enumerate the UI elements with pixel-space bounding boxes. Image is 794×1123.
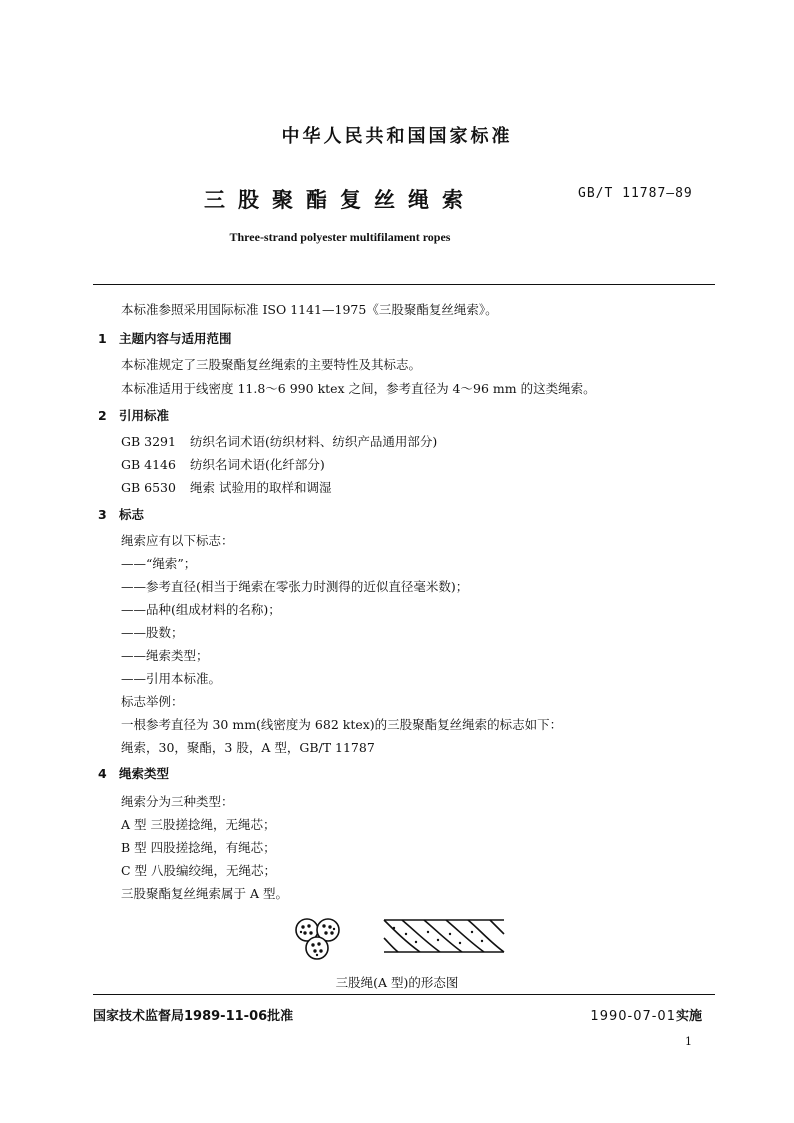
figure-caption: 三股绳(A 型)的形态图 [335, 975, 459, 990]
section-3-line-6: ——绳索类型； [121, 648, 209, 663]
section-4-line-3: B 型 四股搓捻绳，有绳芯； [121, 840, 276, 855]
intro-text: 本标准参照采用国际标准 ISO 1141—1975《三股聚酯复丝绳索》。 [121, 302, 498, 317]
ref-code-2: GB 4146 [121, 457, 176, 472]
section-4-line-5: 三股聚酯复丝绳索属于 A 型。 [121, 886, 288, 901]
standard-code: GB/T 11787—89 [578, 186, 693, 201]
section-4-title: 绳索类型 [119, 766, 170, 781]
section-4-line-1: 绳索分为三种类型： [121, 794, 234, 809]
section-4-number: 4 [98, 766, 107, 781]
section-4-line-2: A 型 三股搓捻绳，无绳芯； [121, 817, 276, 832]
ref-code-3: GB 6530 [121, 480, 176, 495]
ref-code-1: GB 3291 [121, 434, 176, 449]
effective-label: 实施 [675, 1009, 702, 1024]
section-2-title: 引用标准 [119, 408, 170, 423]
effective-info [590, 1005, 702, 1024]
org-title: 中华人民共和国国家标准 [281, 126, 513, 147]
section-3-title: 标志 [119, 507, 145, 522]
section-3-line-10: 绳索，30，聚酯，3 股，A 型，GB/T 11787 [121, 740, 375, 755]
section-3-line-8: 标志举例： [121, 694, 184, 709]
section-2-number: 2 [98, 408, 107, 423]
section-3-line-3: ——参考直径(相当于绳索在零张力时测得的近似直径毫米数)； [121, 579, 469, 594]
effective-date: 1990-07-01 [590, 1009, 676, 1024]
rope-side-view-figure [380, 912, 508, 960]
page-number: 1 [685, 1035, 692, 1048]
section-4-line-4: C 型 八股编绞绳，无绳芯； [121, 863, 277, 878]
rope-cross-section-figure [290, 912, 346, 962]
section-3-number: 3 [98, 507, 107, 522]
header-divider [93, 284, 715, 285]
section-3-line-7: ——引用本标准。 [121, 671, 222, 686]
section-3-line-5: ——股数； [121, 625, 184, 640]
section-1-title: 主题内容与适用范围 [119, 331, 232, 346]
issued-by: 国家技术监督局1989-11-06批准 [93, 1009, 294, 1024]
ref-name-2: 纺织名词术语(化纤部分) [190, 457, 325, 472]
section-1-line-2: 本标准适用于线密度 11.8～6 990 ktex 之间，参考直径为 4～96 mm 的这类绳索。 [121, 381, 596, 396]
standard-title: 三股聚酯复丝绳索 [204, 188, 476, 212]
section-3-line-9: 一根参考直径为 30 mm(线密度为 682 ktex)的三股聚酯复丝绳索的标志如下： [121, 717, 563, 732]
ref-name-3: 绳索 试验用的取样和调湿 [190, 480, 332, 495]
footer-divider [93, 994, 715, 995]
section-3-line-2: ——“绳索”； [121, 556, 197, 571]
ref-name-1: 纺织名词术语(纺织材料、纺织产品通用部分) [190, 434, 438, 449]
section-3-line-1: 绳索应有以下标志： [121, 533, 234, 548]
section-1-number: 1 [98, 331, 107, 346]
section-3-line-4: ——品种(组成材料的名称)； [121, 602, 281, 617]
english-title: Three-strand polyester multifilament ropes [229, 230, 451, 244]
section-1-line-1: 本标准规定了三股聚酯复丝绳索的主要特性及其标志。 [121, 357, 422, 372]
